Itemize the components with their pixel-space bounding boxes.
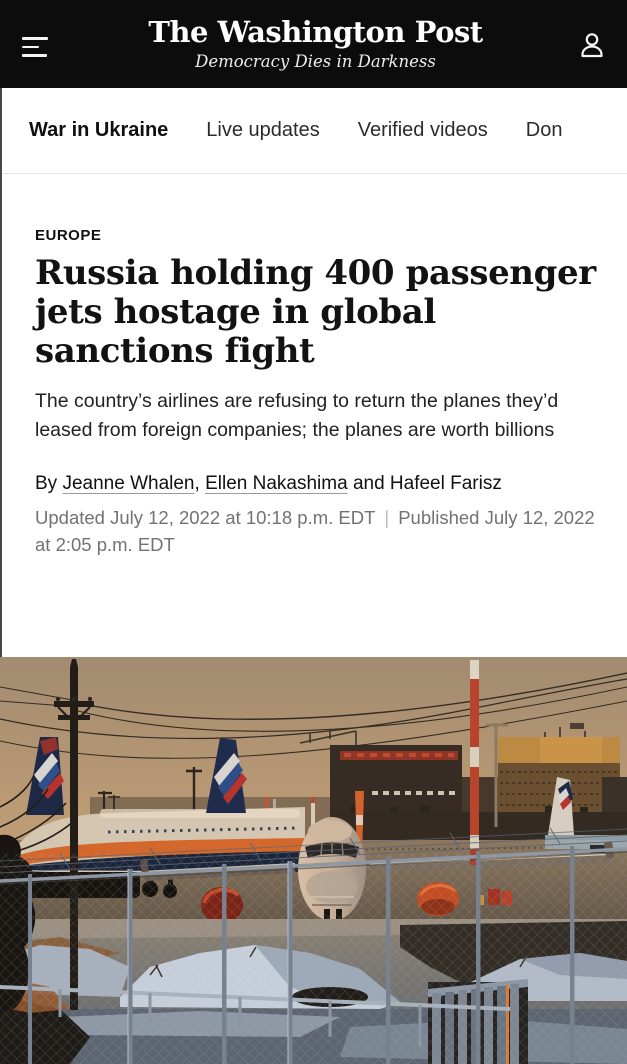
timestamp-divider: | [384,507,390,528]
article-headline: Russia holding 400 passenger jets hostage in global sanctions fight [35,253,596,371]
account-button[interactable] [579,31,605,62]
masthead[interactable] [52,17,579,71]
article-head [2,174,627,657]
chain-link-fence [0,828,627,1064]
byline-comma: , [194,473,200,494]
person-icon [579,31,605,59]
author-hafeel-farisz: Hafeel Farisz [389,473,502,494]
author-link-jeanne-whalen[interactable]: Jeanne Whalen [62,473,195,494]
wapo-logo[interactable]: The Washington Post [148,15,483,49]
nav-item-verified-videos[interactable]: Verified videos [357,119,488,141]
menu-button[interactable] [22,35,52,59]
section-kicker[interactable]: EUROPE [35,227,102,244]
author-link-ellen-nakashima[interactable]: Ellen Nakashima [205,473,348,494]
nav-item-live-updates[interactable]: Live updates [206,119,320,141]
airport-planes-photo [0,657,627,1064]
nav-item-don-truncated[interactable]: Don [525,119,563,141]
updated-timestamp: Updated July 12, 2022 at 10:18 p.m. EDT [35,507,376,528]
hamburger-icon [22,37,48,40]
timestamps [35,504,597,558]
byline-and: and [352,473,385,494]
published-timestamp: Published July 12, 2022 at 2:05 p.m. EDT [35,507,595,555]
article-subhead: The country’s airlines are refusing to return the planes they’d leased from foreign companies; the planes are worth billions [35,390,559,441]
byline [35,473,597,495]
nav-wrap [0,88,627,657]
app-header [0,0,627,88]
tagline: Democracy Dies in Darkness [195,52,436,71]
striped-mast [470,660,479,865]
lead-photo [0,657,627,1064]
byline-prefix: By [35,473,58,494]
nav-item-war-in-ukraine[interactable]: War in Ukraine [29,119,169,141]
section-nav [2,88,627,174]
